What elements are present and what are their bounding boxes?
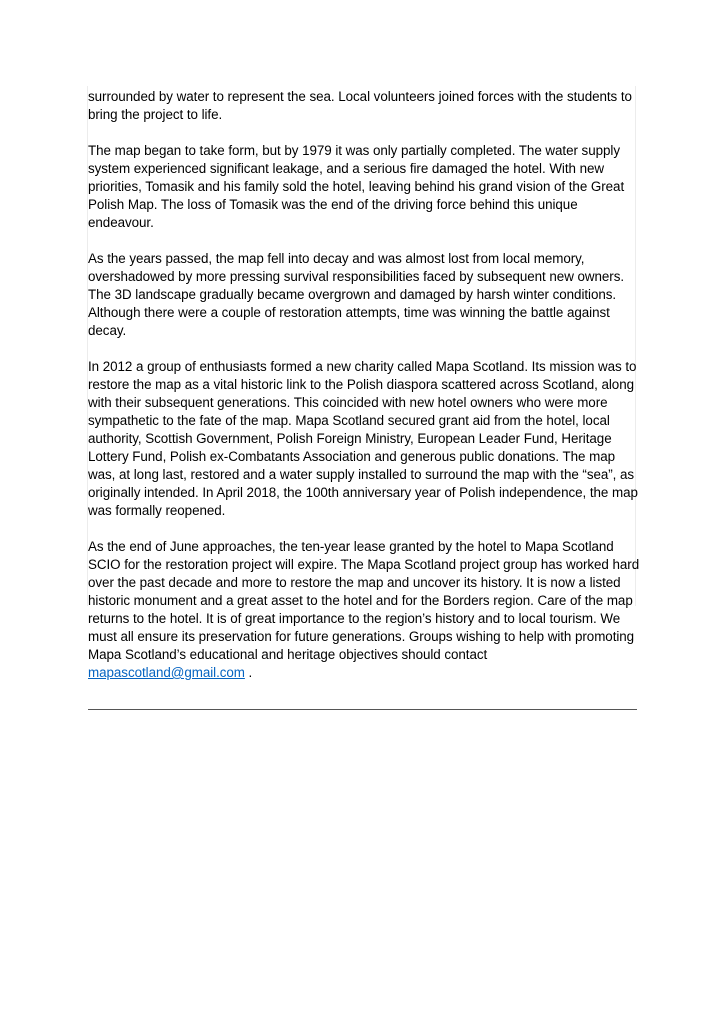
contact-email-link[interactable]: mapascotland@gmail.com [88,665,245,680]
horizontal-rule [88,709,637,710]
paragraph-decay: As the years passed, the map fell into decay and was almost lost from local memory, overshadowed by more pressing survival responsibilities faced by subsequent new owners. The 3D landscape gradually became overgrown and damaged by harsh winter conditions. Although there were a couple of restoration attempts, time was winning the battle against decay. [88,251,625,338]
trailing-period: . [244,665,253,680]
paragraph-2012-restoration: In 2012 a group of enthusiasts formed a new charity called Mapa Scotland. Its mission was to restore the map as a vital historic link to the Polish diaspora scattered across Scotland, along with their subsequent generations. This coincided with new hotel owners who were more sympathetic to the fate of the map. Mapa Scotland secured grant aid from the hotel, local authority, Scottish Government, Polish Foreign Ministry, European Leader Fund, Heritage Lottery Fund, Polish ex-Combatants Association and generous public donations. The map was, at long last, restored and a water supply installed to surround the map with the “sea”, as originally intended. In April 2018, the 100th anniversary year of Polish independence, the map was formally reopened. [88,359,638,518]
paragraph-lease-expiry [88,538,640,682]
paragraph-volunteers: surrounded by water to represent the sea. Local volunteers joined forces with the students to bring the project to life. [88,89,632,122]
document-body [88,88,640,682]
lease-expiry-text: As the end of June approaches, the ten-year lease granted by the hotel to Mapa Scotland SCIO for the restoration project will expire. The Mapa Scotland project group has worked hard over the past decade and more to restore the map and uncover its history. It is now a listed historic monument and a great asset to the hotel and for the Borders region. Care of the map returns to the hotel. It is of great importance to the region’s history and to local tourism. We must all ensure its preservation for future generations. Groups wishing to help with promoting Mapa Scotland’s educational and heritage objectives should contact [88,539,640,662]
paragraph-1979-decline: The map began to take form, but by 1979 it was only partially completed. The water supply system experienced significant leakage, and a serious fire damaged the hotel. With new priorities, Tomasik and his family sold the hotel, leaving behind his grand vision of the Great Polish Map. The loss of Tomasik was the end of the driving force behind this unique endeavour. [88,143,625,230]
